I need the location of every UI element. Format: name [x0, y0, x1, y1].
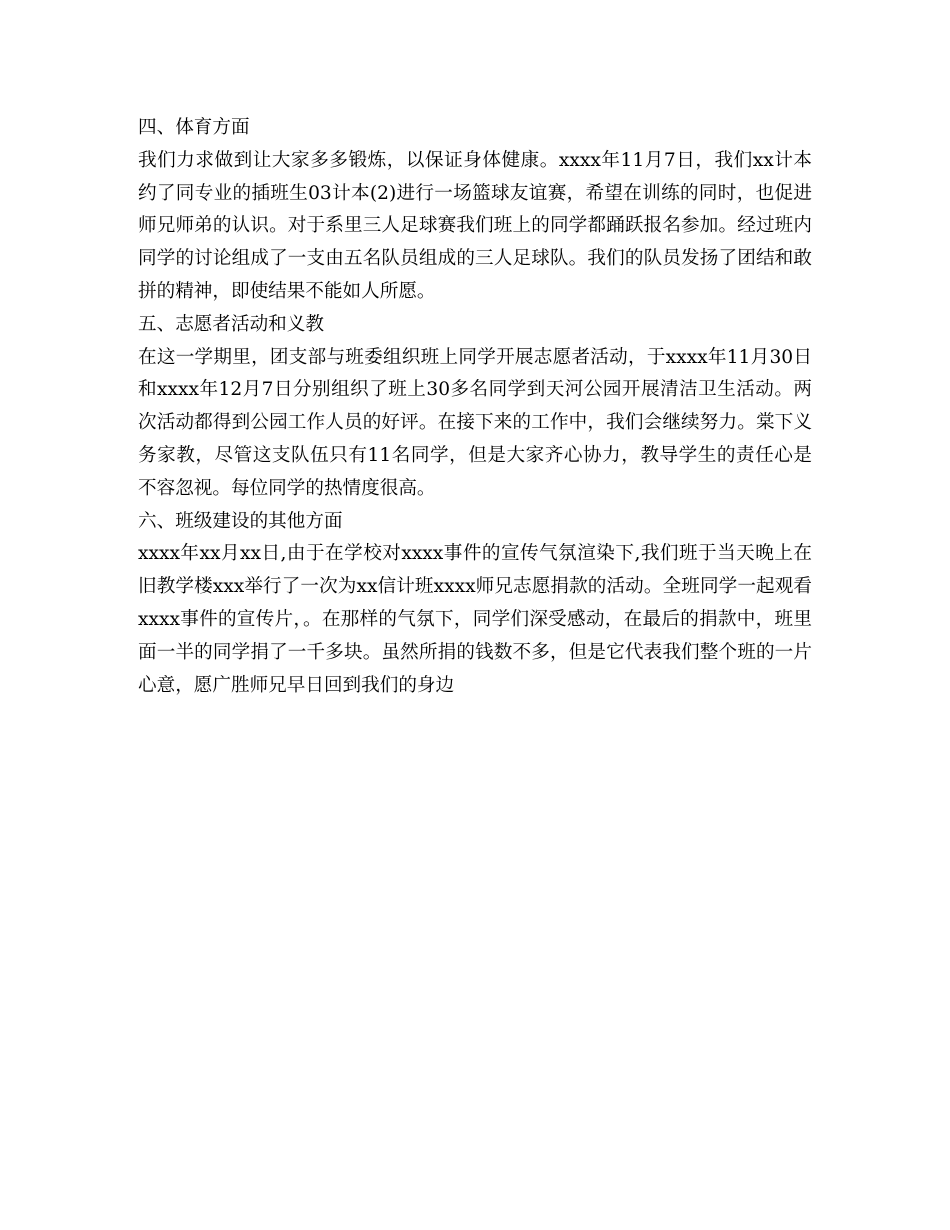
section-body-volunteer: 在这一学期里，团支部与班委组织班上同学开展志愿者活动，于xxxx年11月30日和xxxx年12月7日分别组织了班上30多名同学到天河公园开展清洁卫生活动。两次活动都得到公园工作人员的好评。在接下来的工作中，我们会继续努力。棠下义务家教，尽管这支队伍只有11名同学，但是大家齐心协力，教导学生的责任心是不容忽视。每位同学的热情度很高。 [138, 346, 812, 499]
section-heading-sports: 四、体育方面 [138, 117, 250, 138]
section-heading-class-building: 六、班级建设的其他方面 [138, 510, 343, 532]
document-page [138, 112, 812, 702]
section-body-sports: 我们力求做到让大家多多锻炼，以保证身体健康。xxxx年11月7日，我们xx计本约了同专业的插班生03计本(2)进行一场篮球友谊赛，希望在训练的同时，也促进师兄师弟的认识。对于系里三人足球赛我们班上的同学都踊跃报名参加。经过班内同学的讨论组成了一支由五名队员组成的三人足球队。我们的队员发扬了团结和敢拼的精神，即使结果不能如人所愿。 [138, 149, 812, 302]
section-heading-volunteer: 五、志愿者活动和义教 [138, 313, 324, 335]
section-body-class-building: xxxx年xx月xx日,由于在学校对xxxx事件的宣传气氛渲染下,我们班于当天晚上在旧教学楼xxx举行了一次为xx信计班xxxx师兄志愿捐款的活动。全班同学一起观看xxxx事件的宣传片，。在那样的气氛下，同学们深受感动，在最后的捐款中，班里面一半的同学捐了一千多块。虽然所捐的钱数不多，但是它代表我们整个班的一片心意，愿广胜师兄早日回到我们的身边 [138, 543, 812, 696]
